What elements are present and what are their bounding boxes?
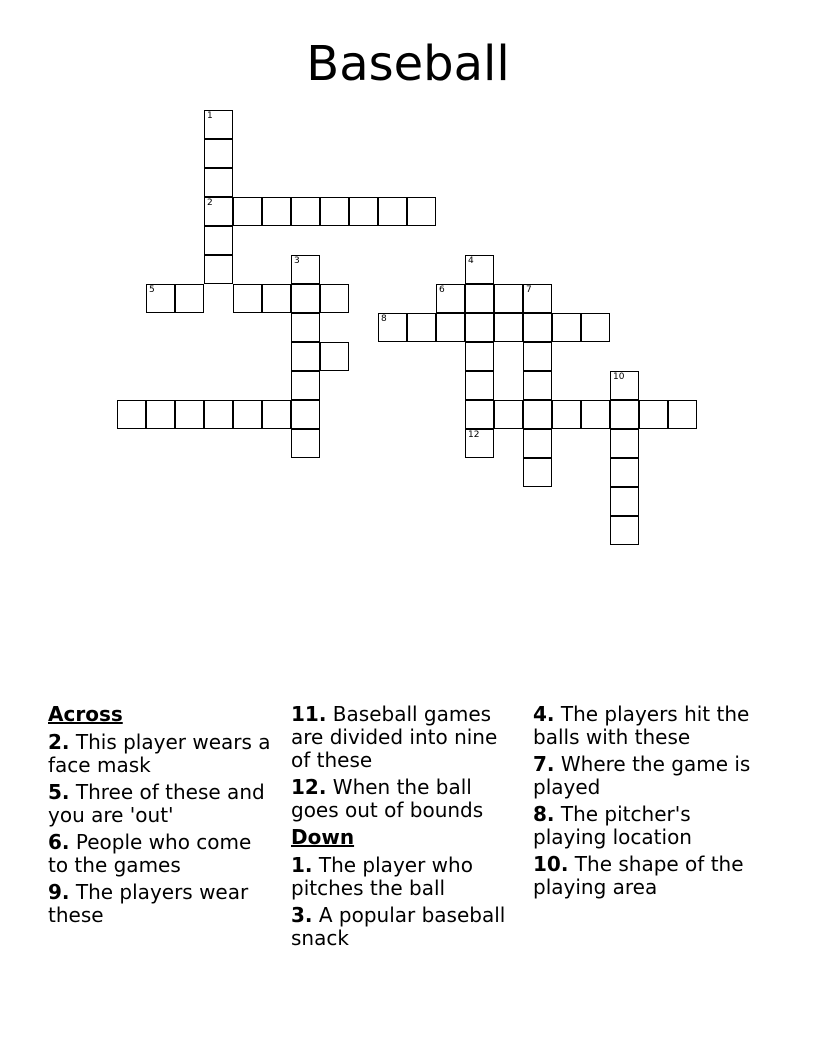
grid-cell[interactable] xyxy=(175,284,204,313)
grid-cell[interactable] xyxy=(378,313,407,342)
grid-cell[interactable] xyxy=(291,255,320,284)
grid-cell[interactable] xyxy=(291,400,320,429)
clue-across-2: 2. This player wears a face mask xyxy=(48,730,271,777)
grid-cell[interactable] xyxy=(610,487,639,516)
grid-cell[interactable] xyxy=(262,400,291,429)
grid-cell[interactable] xyxy=(552,400,581,429)
grid-cell[interactable] xyxy=(204,255,233,284)
clue-number: 5 xyxy=(149,285,155,295)
clue-across-6: 6. People who come to the games xyxy=(48,830,252,877)
clue-across-12: 12. When the ball goes out of bounds xyxy=(291,775,484,822)
grid-cell[interactable] xyxy=(610,400,639,429)
grid-cell[interactable] xyxy=(262,284,291,313)
grid-cell[interactable] xyxy=(436,313,465,342)
clue-number: 2 xyxy=(207,198,213,208)
clue-across-11: 11. Baseball games are divided into nine of these xyxy=(291,702,498,772)
grid-cell[interactable] xyxy=(233,400,262,429)
clue-column-2 xyxy=(291,703,519,954)
grid-cell[interactable] xyxy=(465,429,494,458)
clue-number: 10 xyxy=(613,372,625,382)
grid-cell[interactable] xyxy=(320,284,349,313)
grid-cell[interactable] xyxy=(262,197,291,226)
grid-cell[interactable] xyxy=(291,429,320,458)
clue-number: 6 xyxy=(439,285,445,295)
clue-number: 1 xyxy=(207,111,213,121)
clue-down-8: 8. The pitcher's playing location xyxy=(533,802,692,849)
grid-cell[interactable] xyxy=(436,284,465,313)
down-heading: Down xyxy=(291,825,355,849)
clue-across-9: 9. The players wear these xyxy=(48,880,249,927)
grid-cell[interactable] xyxy=(494,313,523,342)
grid-cell[interactable] xyxy=(610,371,639,400)
grid-cell[interactable] xyxy=(610,429,639,458)
grid-cell[interactable] xyxy=(175,400,204,429)
clue-number: 12 xyxy=(468,430,480,440)
clue-down-1: 1. The player who pitches the ball xyxy=(291,853,473,900)
clue-number: 7 xyxy=(526,285,532,295)
grid-cell[interactable] xyxy=(465,284,494,313)
grid-cell[interactable] xyxy=(204,400,233,429)
clue-number: 4 xyxy=(468,256,474,266)
grid-cell[interactable] xyxy=(639,400,668,429)
grid-cell[interactable] xyxy=(465,342,494,371)
grid-cell[interactable] xyxy=(465,371,494,400)
clue-down-4: 4. The players hit the balls with these xyxy=(533,702,750,749)
grid-cell[interactable] xyxy=(204,197,233,226)
grid-cell[interactable] xyxy=(349,197,378,226)
grid-cell[interactable] xyxy=(146,284,175,313)
grid-cell[interactable] xyxy=(610,516,639,545)
clue-down-7: 7. Where the game is played xyxy=(533,752,751,799)
grid-cell[interactable] xyxy=(494,400,523,429)
grid-cell[interactable] xyxy=(291,284,320,313)
grid-cell[interactable] xyxy=(320,342,349,371)
grid-cell[interactable] xyxy=(320,197,349,226)
grid-cell[interactable] xyxy=(407,313,436,342)
clue-down-3: 3. A popular baseball snack xyxy=(291,903,506,950)
grid-cell[interactable] xyxy=(291,197,320,226)
grid-cell[interactable] xyxy=(581,400,610,429)
grid-cell[interactable] xyxy=(523,400,552,429)
grid-cell[interactable] xyxy=(610,458,639,487)
grid-cell[interactable] xyxy=(494,284,523,313)
grid-cell[interactable] xyxy=(523,429,552,458)
grid-cell[interactable] xyxy=(465,400,494,429)
grid-cell[interactable] xyxy=(291,313,320,342)
grid-cell[interactable] xyxy=(117,400,146,429)
grid-cell[interactable] xyxy=(233,197,262,226)
grid-cell[interactable] xyxy=(523,284,552,313)
grid-cell[interactable] xyxy=(523,458,552,487)
grid-cell[interactable] xyxy=(291,371,320,400)
grid-cell[interactable] xyxy=(204,168,233,197)
grid-cell[interactable] xyxy=(668,400,697,429)
grid-cell[interactable] xyxy=(378,197,407,226)
grid-cell[interactable] xyxy=(204,110,233,139)
grid-cell[interactable] xyxy=(552,313,581,342)
grid-cell[interactable] xyxy=(465,255,494,284)
clue-column-3 xyxy=(533,703,761,903)
grid-cell[interactable] xyxy=(523,313,552,342)
grid-cell[interactable] xyxy=(523,342,552,371)
grid-cell[interactable] xyxy=(465,313,494,342)
clue-number: 3 xyxy=(294,256,300,266)
grid-cell[interactable] xyxy=(204,226,233,255)
clue-down-10: 10. The shape of the playing area xyxy=(533,852,744,899)
grid-cell[interactable] xyxy=(523,371,552,400)
clue-number: 8 xyxy=(381,314,387,324)
clue-across-5: 5. Three of these and you are 'out' xyxy=(48,780,265,827)
grid-cell[interactable] xyxy=(291,342,320,371)
puzzle-title: Baseball xyxy=(306,36,510,92)
grid-cell[interactable] xyxy=(581,313,610,342)
grid-cell[interactable] xyxy=(233,284,262,313)
grid-cell[interactable] xyxy=(407,197,436,226)
grid-cell[interactable] xyxy=(204,139,233,168)
grid-cell[interactable] xyxy=(146,400,175,429)
across-heading: Across xyxy=(48,702,123,726)
clue-column-1 xyxy=(48,703,276,931)
